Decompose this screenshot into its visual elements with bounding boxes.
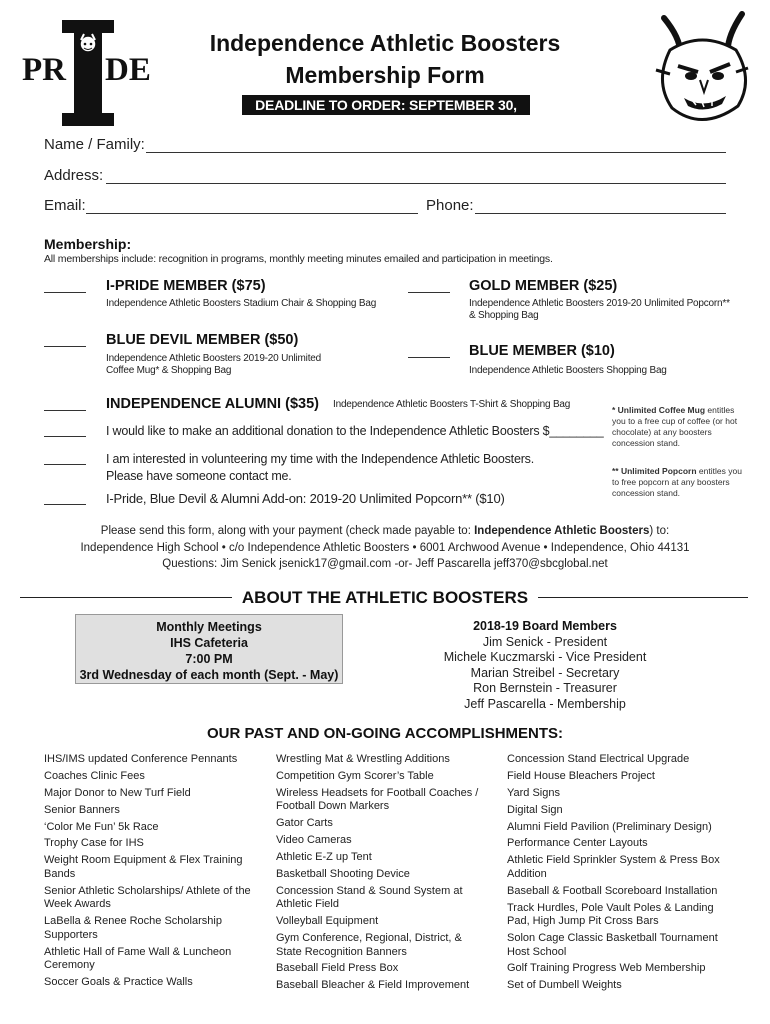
- list-item: Digital Sign: [507, 803, 563, 816]
- list-item: Competition Gym Scorer’s Table: [276, 769, 434, 782]
- list-item: Basketball Shooting Device: [276, 867, 410, 880]
- membership-intro: All memberships include: recognition in programs, monthly meeting minutes emailed and participation in meetings.: [44, 253, 553, 265]
- list-item: Field House Bleachers Project: [507, 769, 655, 782]
- blue-desc: Independence Athletic Boosters Shopping Bag: [469, 365, 667, 376]
- alumni-desc: Independence Athletic Boosters T-Shirt & Shopping Bag: [333, 399, 571, 410]
- blue-devil-mascot: [642, 10, 762, 125]
- phone-label: Phone:: [426, 197, 474, 214]
- popcorn-note-text: entitles you to free popcorn at any boosters concession stand.: [612, 466, 742, 498]
- gold-title: GOLD MEMBER ($25): [469, 278, 618, 294]
- phone-input-line[interactable]: [475, 213, 726, 214]
- logo-text-de: DE: [105, 52, 151, 88]
- ipride-checkbox-line[interactable]: [44, 292, 86, 293]
- list-item: Concession Stand & Sound System at Athletic Field: [276, 884, 463, 911]
- list-item: Video Cameras: [276, 834, 352, 847]
- list-item: Yard Signs: [507, 786, 560, 799]
- addon-text: I-Pride, Blue Devil & Alumni Add-on: 2019-20 Unlimited Popcorn** ($10): [106, 491, 505, 506]
- list-item: Gator Carts: [276, 817, 333, 830]
- list-item: Trophy Case for IHS: [44, 837, 144, 850]
- list-item: Track Hurdles, Pole Vault Poles & Landing Pad, High Jump Pit Cross Bars: [507, 901, 714, 928]
- list-item: IHS/IMS updated Conference Pennants: [44, 753, 238, 765]
- bluedevil-title: BLUE DEVIL MEMBER ($50): [106, 332, 299, 348]
- board-member: Michele Kuczmarski - Vice President: [443, 650, 647, 665]
- gold-checkbox-line[interactable]: [408, 292, 450, 293]
- monthly-meetings-box: [75, 614, 343, 684]
- coffee-note: [612, 405, 742, 449]
- list-item: Major Donor to New Turf Field: [44, 786, 191, 799]
- email-label: Email:: [44, 197, 86, 214]
- popcorn-note-bold: ** Unlimited Popcorn: [612, 466, 697, 476]
- about-divider-left: [20, 597, 232, 598]
- list-item: LaBella & Renee Roche Scholarship Supporters: [44, 915, 222, 941]
- volunteer-text-1: I am interested in volunteering my time with the Independence Athletic Boosters.: [106, 452, 534, 466]
- volunteer-checkbox-line[interactable]: [44, 464, 86, 465]
- bluedevil-desc-2: Coffee Mug* & Shopping Bag: [106, 365, 232, 376]
- list-item: Senior Banners: [44, 803, 120, 816]
- board-heading: 2018-19 Board Members: [473, 619, 617, 633]
- mailing-address: Independence High School • c/o Independence Athletic Boosters • 6001 Archwood Avenue • Independence, Ohio 44131: [80, 542, 690, 554]
- address-input-line[interactable]: [106, 183, 726, 184]
- alumni-checkbox-line[interactable]: [44, 410, 86, 411]
- about-divider-right: [538, 597, 748, 598]
- ipride-desc: Independence Athletic Boosters Stadium Chair & Shopping Bag: [106, 298, 377, 309]
- list-item: Baseball & Football Scoreboard Installation: [507, 884, 718, 897]
- deadline-banner: DEADLINE TO ORDER: SEPTEMBER 30, 2019: [242, 95, 530, 115]
- list-item: Set of Dumbell Weights: [507, 979, 622, 992]
- blue-checkbox-line[interactable]: [408, 357, 450, 358]
- accomplishments-col-3: [507, 753, 732, 996]
- donation-checkbox-line[interactable]: [44, 436, 86, 437]
- meetings-line-2: IHS Cafeteria: [170, 636, 248, 650]
- board-member: Ron Bernstein - Treasurer: [473, 681, 617, 696]
- board-member: Jeff Pascarella - Membership: [464, 696, 626, 711]
- list-item: Soccer Goals & Practice Walls: [44, 975, 193, 988]
- list-item: Senior Athletic Scholarships/ Athlete of the Week Awards: [44, 884, 251, 911]
- bluedevil-checkbox-line[interactable]: [44, 346, 86, 347]
- list-item: Weight Room Equipment & Flex Training Bands: [44, 854, 243, 880]
- ipride-title: I-PRIDE MEMBER ($75): [106, 278, 266, 294]
- addon-checkbox-line[interactable]: [44, 504, 86, 505]
- membership-heading: Membership:: [44, 236, 132, 252]
- accomplishments-col-2: [276, 753, 486, 996]
- questions-contacts: Questions: Jim Senick jsenick17@gmail.com -or- Jeff Pascarella jeff370@sbcglobal.net: [162, 558, 608, 570]
- pride-logo: [20, 18, 160, 130]
- coffee-note-text: entitles you to a free cup of coffee (or hot chocolate) at any boosters concession stand.: [612, 405, 738, 448]
- list-item: Gym Conference, Regional, District, & State Recognition Banners: [276, 932, 462, 958]
- board-member: Jim Senick - President: [482, 634, 608, 649]
- address-label: Address:: [44, 167, 104, 184]
- logo-text-pr: PR: [22, 52, 66, 88]
- list-item: Solon Cage Classic Basketball Tournament Host School: [507, 932, 718, 958]
- form-title: Independence Athletic Boosters: [209, 30, 561, 56]
- list-item: Coaches Clinic Fees: [44, 769, 145, 782]
- alumni-title: INDEPENDENCE ALUMNI ($35): [106, 396, 319, 412]
- meetings-line-1: Monthly Meetings: [156, 620, 262, 634]
- meetings-line-3: 7:00 PM: [185, 652, 233, 666]
- list-item: Wireless Headsets for Football Coaches / Football Down Markers: [276, 786, 479, 813]
- list-item: Alumni Field Pavilion (Preliminary Design): [507, 820, 712, 833]
- accomplishments-heading: OUR PAST AND ON-GOING ACCOMPLISHMENTS:: [206, 725, 564, 742]
- list-item: Athletic Field Sprinkler System & Press Box Addition: [507, 854, 720, 880]
- popcorn-note: [612, 466, 742, 499]
- email-input-line[interactable]: [86, 213, 418, 214]
- send-instructions: [0, 525, 770, 537]
- list-item: Performance Center Layouts: [507, 837, 648, 850]
- name-label: Name / Family:: [44, 136, 145, 153]
- list-item: Baseball Field Press Box: [276, 962, 399, 975]
- send-payee: Independence Athletic Boosters: [474, 525, 650, 537]
- coffee-note-bold: * Unlimited Coffee Mug: [612, 405, 706, 415]
- gold-desc-2: & Shopping Bag: [469, 310, 539, 321]
- name-input-line[interactable]: [146, 152, 726, 153]
- send-pre: Please send this form, along with your payment (check made payable to:: [100, 525, 475, 537]
- board-members: [430, 619, 660, 713]
- gold-desc-1: Independence Athletic Boosters 2019-20 Unlimited Popcorn**: [469, 298, 730, 309]
- about-heading: ABOUT THE ATHLETIC BOOSTERS: [241, 588, 529, 607]
- list-item: Volleyball Equipment: [276, 915, 379, 928]
- bluedevil-desc-1: Independence Athletic Boosters 2019-20 Unlimited: [106, 353, 321, 364]
- accomplishments-col-1: [44, 753, 254, 993]
- meetings-line-4: 3rd Wednesday of each month (Sept. - May): [79, 668, 339, 682]
- send-post: ) to:: [649, 525, 670, 537]
- list-item: Concession Stand Electrical Upgrade: [507, 753, 690, 765]
- donation-text: I would like to make an additional donation to the Independence Athletic Boosters $________: [106, 424, 604, 438]
- list-item: Golf Training Progress Web Membership: [507, 962, 706, 975]
- form-subtitle: Membership Form: [285, 62, 485, 88]
- board-member: Marian Streibel - Secretary: [470, 665, 620, 680]
- blue-title: BLUE MEMBER ($10): [469, 343, 615, 359]
- list-item: Athletic Hall of Fame Wall & Luncheon Ceremony: [44, 945, 232, 972]
- volunteer-text-2: Please have someone contact me.: [106, 469, 292, 483]
- list-item: Athletic E-Z up Tent: [276, 850, 372, 863]
- list-item: ‘Color Me Fun’ 5k Race: [44, 820, 159, 833]
- list-item: Baseball Bleacher & Field Improvement: [276, 979, 470, 992]
- list-item: Wrestling Mat & Wrestling Additions: [276, 753, 450, 765]
